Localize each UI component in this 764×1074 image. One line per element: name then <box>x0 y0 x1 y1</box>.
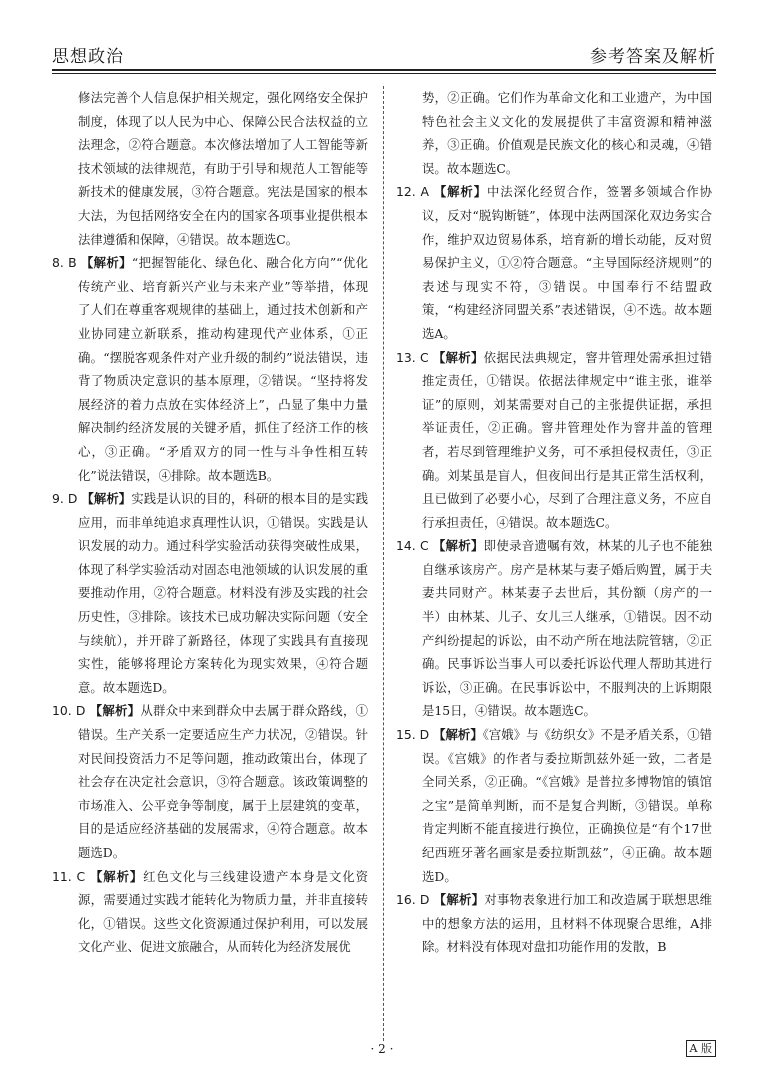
answer-text: 依据民法典规定，窨井管理处需承担过错推定责任，①错误。依据法律规定中“谁主张，谁举证”的原则，刘某需要对自己的主张提供证据，承担举证责任，②正确。窨井管理处作为窨井盖的管理者，若尽到管理维护义务，可不承担侵权责任，③正确。刘某虽是盲人，但夜间出行是其正常生活权利，且已做到了必要小心，尽到了合理注意义务，不应自行承担责任，④错误。故本题选C。 <box>422 349 713 530</box>
answer-text: 中法深化经贸合作，签署多领域合作协议，反对“脱钩断链”，体现中法两国深化双边务实合作，维护双边贸易体系，培育新的增长动能，反对贸易保护主义，①②符合题意。“主导国际经济规则”的表述与现实不符，③错误。中国奉行不结盟政策，“构建经济同盟关系”表述错误，④不选。故本题选A。 <box>422 184 713 341</box>
answer-item <box>396 180 712 345</box>
question-number: 11. C <box>52 868 91 884</box>
question-number: 10. D <box>52 703 90 719</box>
analysis-tag: 【解析】 <box>89 703 141 719</box>
answer-continuation <box>52 86 368 251</box>
header-rule-thin <box>52 73 716 74</box>
header-rule-thick <box>52 69 716 71</box>
analysis-tag: 【解析】 <box>433 727 483 743</box>
question-number: 12. A <box>396 184 434 200</box>
analysis-tag: 【解析】 <box>433 184 488 200</box>
question-number: 8. B <box>52 255 81 271</box>
answer-continuation <box>396 86 712 180</box>
answer-item <box>396 723 712 888</box>
analysis-tag: 【解析】 <box>90 868 144 884</box>
answer-item <box>52 251 368 487</box>
question-number: 13. C <box>396 349 433 365</box>
answer-item <box>52 699 368 864</box>
answer-section-title: 参考答案及解析 <box>590 47 716 67</box>
question-number: 16. D <box>396 892 434 908</box>
answer-text: 修法完善个人信息保护相关规定，强化网络安全保护制度，体现了以人民为中心、保障公民合法权益的立法理念，②符合题意。本次修法增加了人工智能等新技术领域的法律规范，有助于引导和规范人工智能等新技术的健康发展，③符合题意。宪法是国家的根本大法，为包括网络安全在内的国家各项事业提供根本法律遵循和保障，④错误。故本题选C。 <box>78 90 368 247</box>
answer-text: 红色文化与三线建设遗产本身是文化资源，需要通过实践才能转化为物质力量，并非直接转化，①错误。这些文化资源通过保护利用，可以发展文化产业、促进文旅融合，从而转化为经济发展优 <box>78 868 369 955</box>
analysis-tag: 【解析】 <box>81 491 132 507</box>
analysis-tag: 【解析】 <box>432 538 484 554</box>
answer-text: 从群众中来到群众中去属于群众路线，①错误。生产关系一定要适应生产力状况，②错误。针对民间投资活力不足等问题，推动政策出台，体现了社会存在决定社会意识，③符合题意。该政策调整的市场准入、公平竞争等制度，属于上层建筑的变革，目的是适应经济基础的发展需求，④符合题意。故本题选D。 <box>78 703 369 860</box>
answer-item <box>396 534 712 723</box>
column-divider <box>383 86 384 1041</box>
question-number: 9. D <box>52 491 82 507</box>
analysis-tag: 【解析】 <box>432 349 484 365</box>
answer-item <box>396 346 712 535</box>
analysis-tag: 【解析】 <box>80 255 132 271</box>
subject-title: 思想政治 <box>52 47 124 67</box>
answer-text: 即使录音遗嘱有效，林某的儿子也不能独自继承该房产。房产是林某与妻子婚后购置，属于夫妻共同财产。林某妻子去世后，其份额（房产的一半）由林某、儿子、女儿三人继承，①错误。因不动产纠纷提起的诉讼，由不动产所在地法院管辖，②正确。民事诉讼当事人可以委托诉讼代理人帮助其进行诉讼，③正确。在民事诉讼中，不服判决的上诉期限是15日，④错误。故本题选C。 <box>422 538 713 719</box>
answer-item <box>396 888 712 959</box>
answer-text: 实践是认识的目的，科研的根本目的是实践应用，而非单纯追求真理性认识，①错误。实践是认识发展的动力。通过科学实验活动获得突破性成果，体现了科学实验活动对固态电池领域的认识发展的重要推动作用，②符合题意。材料没有涉及实践的社会历史性，③排除。该技术已成功解决实际问题（安全与续航），并开辟了新路径，体现了实践具有直接现实性，能够将理论方案转化为现实效果，④符合题意。故本题选D。 <box>78 491 368 695</box>
answer-item <box>52 487 368 699</box>
answer-text: 对事物表象进行加工和改造属于联想思维中的想象方法的运用，且材料不体现聚合思维，A排除。材料没有体现对盘扣功能作用的发散，B <box>422 892 713 955</box>
page-number: · 2 · <box>370 1042 394 1056</box>
analysis-tag: 【解析】 <box>433 892 485 908</box>
answer-text: “把握智能化、绿色化、融合化方向”“优化传统产业、培育新兴产业与未来产业”等举措，体现了人们在尊重客观规律的基础上，通过技术创新和产业协同建立新联系，推动构建现代产业体系，①正确。“摆脱客观条件对产业升级的制约”说法错误，违背了物质决定意识的基本原理，②错误。“坚持将发展经济的着力点放在实体经济上”，凸显了集中力量解决制约经济发展的关键矛盾，抓住了经济工作的核心，③正确。“矛盾双方的同一性与斗争性相互转化”说法错误，④排除。故本题选B。 <box>78 255 368 483</box>
left-column <box>52 86 368 959</box>
page-header <box>52 36 716 72</box>
answer-text: 《宫娥》与《纺织女》不是矛盾关系，①错误。《宫娥》的作者与委拉斯凯兹外延一致，二者是全同关系，②正确。“《宫娥》是普拉多博物馆的镇馆之宝”是简单判断，而不是复合判断，③错误。单称肯定判断不能直接进行换位，正确换位是“有个17世纪西班牙著名画家是委拉斯凯兹”，④正确。故本题选D。 <box>422 727 712 884</box>
question-number: 15. D <box>396 727 434 743</box>
answer-text: 势，②正确。它们作为革命文化和工业遗产，为中国特色社会主义文化的发展提供了丰富资源和精神滋养，③正确。价值观是民族文化的核心和灵魂，④错误。故本题选C。 <box>422 90 712 176</box>
question-number: 14. C <box>396 538 433 554</box>
edition-badge: A 版 <box>686 1040 716 1057</box>
right-column <box>396 86 712 959</box>
answer-item <box>52 865 368 959</box>
